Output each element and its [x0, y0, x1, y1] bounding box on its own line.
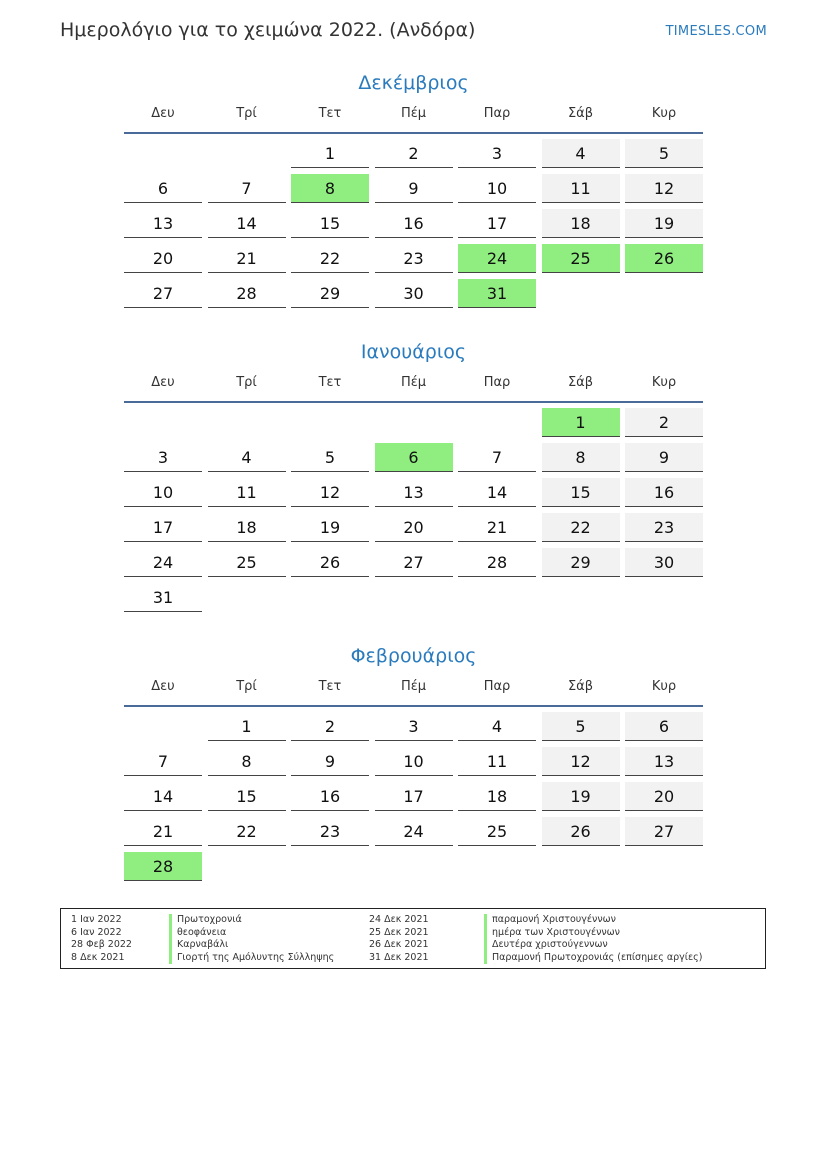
day-cell: 21: [458, 513, 536, 542]
empty-day-cell: [375, 408, 453, 437]
day-cell: 23: [375, 244, 453, 273]
holiday-day-cell: 1: [542, 408, 620, 437]
month-title: Ιανουάριος: [360, 341, 467, 363]
legend-holiday-name: θεοφάνεια: [177, 926, 227, 938]
day-cell: 9: [291, 747, 369, 776]
weekend-day-cell: 19: [542, 782, 620, 811]
day-cell: 13: [375, 478, 453, 507]
weekend-day-cell: 4: [542, 139, 620, 168]
weekday-label: Κυρ: [651, 375, 677, 390]
brand-link[interactable]: TIMESLES.COM: [665, 24, 767, 39]
day-cell: 26: [291, 548, 369, 577]
days-grid: [124, 712, 703, 881]
day-cell: 22: [208, 817, 286, 846]
day-cell: 8: [208, 747, 286, 776]
day-cell: 14: [124, 782, 202, 811]
day-cell: 11: [208, 478, 286, 507]
empty-day-cell: [208, 408, 286, 437]
day-cell: 25: [208, 548, 286, 577]
day-cell: 24: [375, 817, 453, 846]
day-cell: 30: [375, 279, 453, 308]
weekday-label: Παρ: [483, 106, 511, 121]
empty-day-cell: [124, 712, 202, 741]
day-cell: 7: [208, 174, 286, 203]
day-cell: 3: [458, 139, 536, 168]
weekday-label: Κυρ: [651, 679, 677, 694]
holiday-day-cell: 31: [458, 279, 536, 308]
day-cell: 2: [291, 712, 369, 741]
weekday-label: Πέμ: [400, 679, 427, 694]
weekend-day-cell: 20: [625, 782, 703, 811]
weekday-label: Δευ: [151, 375, 175, 390]
month-december: [124, 70, 703, 308]
day-cell: 22: [291, 244, 369, 273]
weekday-header: [124, 104, 703, 134]
day-cell: 20: [124, 244, 202, 273]
day-cell: 7: [124, 747, 202, 776]
day-cell: 21: [208, 244, 286, 273]
weekday-label: Τετ: [318, 375, 342, 390]
holiday-day-cell: 8: [291, 174, 369, 203]
day-cell: 11: [458, 747, 536, 776]
legend-holiday-name: Καρναβάλι: [177, 939, 229, 950]
empty-day-cell: [458, 408, 536, 437]
weekend-day-cell: 6: [625, 712, 703, 741]
empty-day-cell: [208, 139, 286, 168]
weekend-day-cell: 12: [542, 747, 620, 776]
legend-holiday-name: ημέρα των Χριστουγέννων: [492, 926, 620, 938]
weekend-day-cell: 18: [542, 209, 620, 238]
weekday-label: Πέμ: [400, 375, 427, 390]
day-cell: 16: [291, 782, 369, 811]
day-cell: 17: [375, 782, 453, 811]
month-title: Φεβρουάριος: [350, 645, 477, 667]
legend-names-left: [169, 914, 334, 964]
legend-holiday-name: Παραμονή Πρωτοχρονιάς (επίσημες αργίες): [492, 951, 703, 963]
day-cell: 19: [291, 513, 369, 542]
day-cell: 29: [291, 279, 369, 308]
day-cell: 18: [208, 513, 286, 542]
day-cell: 1: [291, 139, 369, 168]
day-cell: 25: [458, 817, 536, 846]
day-cell: 2: [375, 139, 453, 168]
weekend-day-cell: 5: [625, 139, 703, 168]
weekend-day-cell: 5: [542, 712, 620, 741]
legend-holiday-name: παραμονή Χριστουγέννων: [492, 914, 616, 925]
day-cell: 27: [375, 548, 453, 577]
page-title: Ημερολόγιο για το χειμώνα 2022. (Ανδόρα): [60, 19, 476, 41]
day-cell: 4: [208, 443, 286, 472]
day-cell: 31: [124, 583, 202, 612]
legend-holiday-name: Γιορτή της Αμόλυντης Σύλληψης: [177, 951, 335, 963]
weekend-day-cell: 27: [625, 817, 703, 846]
holiday-legend: [60, 908, 766, 969]
day-cell: 10: [124, 478, 202, 507]
day-cell: 4: [458, 712, 536, 741]
weekday-header: [124, 677, 703, 707]
holiday-day-cell: 6: [375, 443, 453, 472]
day-cell: 6: [124, 174, 202, 203]
day-cell: 24: [124, 548, 202, 577]
weekday-label: Παρ: [483, 679, 511, 694]
holiday-day-cell: 24: [458, 244, 536, 273]
weekend-day-cell: 30: [625, 548, 703, 577]
weekday-label: Τετ: [318, 106, 342, 121]
day-cell: 9: [375, 174, 453, 203]
day-cell: 27: [124, 279, 202, 308]
legend-dates-left: [71, 914, 132, 964]
empty-day-cell: [291, 408, 369, 437]
weekend-day-cell: 22: [542, 513, 620, 542]
weekend-day-cell: 16: [625, 478, 703, 507]
weekday-label: Τρί: [236, 106, 257, 121]
weekday-label: Τρί: [236, 375, 257, 390]
days-grid: [124, 408, 703, 612]
weekday-label: Σάβ: [567, 375, 594, 390]
day-cell: 5: [291, 443, 369, 472]
day-cell: 18: [458, 782, 536, 811]
legend-date: 1 Ιαν 2022: [71, 914, 122, 925]
days-grid: [124, 139, 703, 308]
weekday-label: Κυρ: [651, 106, 677, 121]
legend-date: 28 Φεβ 2022: [71, 939, 132, 950]
day-cell: 23: [291, 817, 369, 846]
weekend-day-cell: 29: [542, 548, 620, 577]
weekday-label: Παρ: [483, 375, 511, 390]
legend-date: 6 Ιαν 2022: [71, 926, 122, 938]
empty-day-cell: [124, 408, 202, 437]
weekday-label: Δευ: [151, 106, 175, 121]
day-cell: 1: [208, 712, 286, 741]
legend-holiday-name: Πρωτοχρονιά: [177, 914, 242, 925]
weekday-label: Σάβ: [567, 106, 594, 121]
weekend-day-cell: 12: [625, 174, 703, 203]
day-cell: 3: [124, 443, 202, 472]
day-cell: 13: [124, 209, 202, 238]
day-cell: 28: [208, 279, 286, 308]
empty-day-cell: [124, 139, 202, 168]
weekend-day-cell: 13: [625, 747, 703, 776]
day-cell: 15: [291, 209, 369, 238]
weekend-day-cell: 19: [625, 209, 703, 238]
weekend-day-cell: 15: [542, 478, 620, 507]
day-cell: 7: [458, 443, 536, 472]
day-cell: 12: [291, 478, 369, 507]
day-cell: 15: [208, 782, 286, 811]
legend-date: 25 Δεκ 2021: [369, 926, 429, 938]
legend-date: 31 Δεκ 2021: [369, 951, 429, 963]
legend-holiday-name: Δευτέρα χριστούγεννων: [492, 939, 608, 950]
holiday-day-cell: 26: [625, 244, 703, 273]
month-february: [124, 643, 703, 881]
holiday-day-cell: 25: [542, 244, 620, 273]
legend-date: 8 Δεκ 2021: [71, 951, 125, 963]
day-cell: 10: [375, 747, 453, 776]
weekday-label: Σάβ: [567, 679, 594, 694]
weekday-label: Πέμ: [400, 106, 427, 121]
month-january: [124, 339, 703, 612]
weekend-day-cell: 9: [625, 443, 703, 472]
weekday-label: Δευ: [151, 679, 175, 694]
legend-date: 24 Δεκ 2021: [369, 914, 429, 925]
holiday-day-cell: 28: [124, 852, 202, 881]
day-cell: 14: [208, 209, 286, 238]
weekday-label: Τρί: [236, 679, 257, 694]
legend-names-right: [484, 914, 702, 964]
weekday-label: Τετ: [318, 679, 342, 694]
weekend-day-cell: 23: [625, 513, 703, 542]
weekday-header: [124, 373, 703, 403]
day-cell: 10: [458, 174, 536, 203]
day-cell: 3: [375, 712, 453, 741]
day-cell: 20: [375, 513, 453, 542]
day-cell: 17: [124, 513, 202, 542]
weekend-day-cell: 8: [542, 443, 620, 472]
weekend-day-cell: 2: [625, 408, 703, 437]
legend-date: 26 Δεκ 2021: [369, 939, 429, 950]
day-cell: 21: [124, 817, 202, 846]
day-cell: 28: [458, 548, 536, 577]
day-cell: 14: [458, 478, 536, 507]
day-cell: 16: [375, 209, 453, 238]
weekend-day-cell: 11: [542, 174, 620, 203]
legend-dates-right: [369, 914, 429, 964]
month-title: Δεκέμβριος: [358, 72, 469, 94]
day-cell: 17: [458, 209, 536, 238]
weekend-day-cell: 26: [542, 817, 620, 846]
